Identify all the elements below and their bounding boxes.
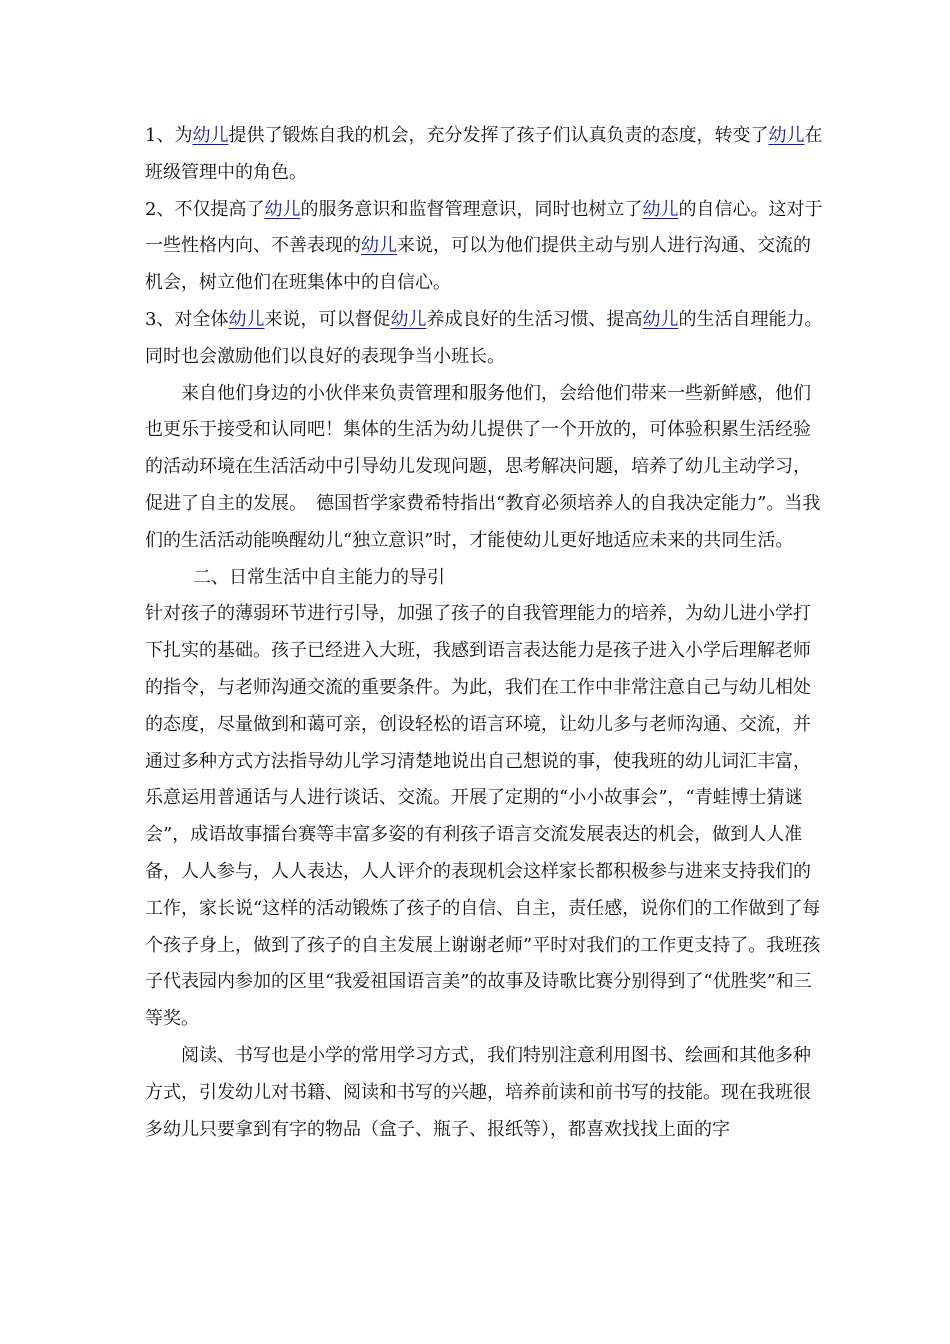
paragraph-item-3 bbox=[145, 302, 825, 376]
keyword-link[interactable]: 幼儿 bbox=[768, 125, 805, 146]
document-body bbox=[145, 118, 825, 1148]
text-run: 2、不仅提高了 bbox=[145, 198, 265, 220]
text-run: 来说，可以督促 bbox=[264, 308, 391, 330]
keyword-link[interactable]: 幼儿 bbox=[264, 198, 301, 220]
keyword-link[interactable]: 幼儿 bbox=[642, 308, 679, 330]
text-run: 在班级管理中的角色。 bbox=[145, 125, 823, 183]
paragraph-summary: 来自他们身边的小伙伴来负责管理和服务他们，会给他们带来一些新鲜感，他们也更乐于接受和认同吧！集体的生活为幼儿提供了一个开放的，可体验积累生活经验的活动环境在生活活动中引导幼儿发现问题，思考解决问题，培养了幼儿主动学习，促进了自主的发展。 德国哲学家费希特指出“教育必须培养人的自我决定能力”。当我们的生活活动能唤醒幼儿“独立意识”时，才能使幼儿更好地适应未来的共同生活。 bbox=[145, 382, 821, 551]
section-heading: 二、日常生活中自主能力的导引 bbox=[193, 566, 445, 588]
paragraph-item-1 bbox=[145, 118, 825, 192]
paragraph-item-2 bbox=[145, 192, 825, 302]
keyword-link[interactable]: 幼儿 bbox=[228, 308, 265, 330]
keyword-link[interactable]: 幼儿 bbox=[192, 125, 229, 146]
text-run: 提供了锻炼自我的机会，充分发挥了孩子们认真负责的态度，转变了 bbox=[228, 125, 769, 146]
paragraph-language: 针对孩子的薄弱环节进行引导，加强了孩子的自我管理能力的培养，为幼儿进小学打下扎实的基础。孩子已经进入大班，我感到语言表达能力是孩子进入小学后理解老师的指令，与老师沟通交流的重要条件。为此，我们在工作中非常注意自己与幼儿相处的态度，尽量做到和蔼可亲，创设轻松的语言环境，让幼儿多与老师沟通、交流，并通过多种方式方法指导幼儿学习清楚地说出自己想说的事，使我班的幼儿词汇丰富，乐意运用普通话与人进行谈话、交流。开展了定期的“小小故事会”，“青蛙博士猜谜会”，成语故事擂台赛等丰富多姿的有利孩子语言交流发展表达的机会，做到人人准备，人人参与，人人表达，人人评介的表现机会这样家长都积极参与进来支持我们的工作，家长说“这样的活动锻炼了孩子的自信、自主，责任感，说你们的工作做到了每个孩子身上，做到了孩子的自主发展上谢谢老师”平时对我们的工作更支持了。我班孩子代表园内参加的区里“我爱祖国语言美”的故事及诗歌比赛分别得到了“优胜奖”和三等奖。 bbox=[145, 603, 821, 1030]
text-run: 养成良好的生活习惯、提高 bbox=[426, 308, 643, 330]
text-run: 的自信心。这对于一些性格内向、不善表现的 bbox=[145, 198, 823, 257]
text-run: 的生活自理能力。同时也会激励他们以良好的表现争当小班长。 bbox=[145, 308, 823, 367]
text-run: 来说，可以为他们提供主动与别人进行沟通、交流的机会，树立他们在班集体中的自信心。 bbox=[145, 235, 811, 294]
text-run: 3、对全体 bbox=[145, 308, 229, 330]
text-run: 的服务意识和监督管理意识，同时也树立了 bbox=[300, 198, 643, 220]
keyword-link[interactable]: 幼儿 bbox=[390, 308, 427, 330]
paragraph-reading: 阅读、书写也是小学的常用学习方式，我们特别注意利用图书、绘画和其他多种方式，引发幼儿对书籍、阅读和书写的兴趣，培养前读和前书写的技能。现在我班很多幼儿只要拿到有字的物品（盒子、瓶子、报纸等），都喜欢找找上面的字 bbox=[145, 1044, 811, 1140]
keyword-link[interactable]: 幼儿 bbox=[361, 235, 397, 257]
text-run: 1、为 bbox=[145, 125, 193, 146]
keyword-link[interactable]: 幼儿 bbox=[642, 198, 679, 220]
